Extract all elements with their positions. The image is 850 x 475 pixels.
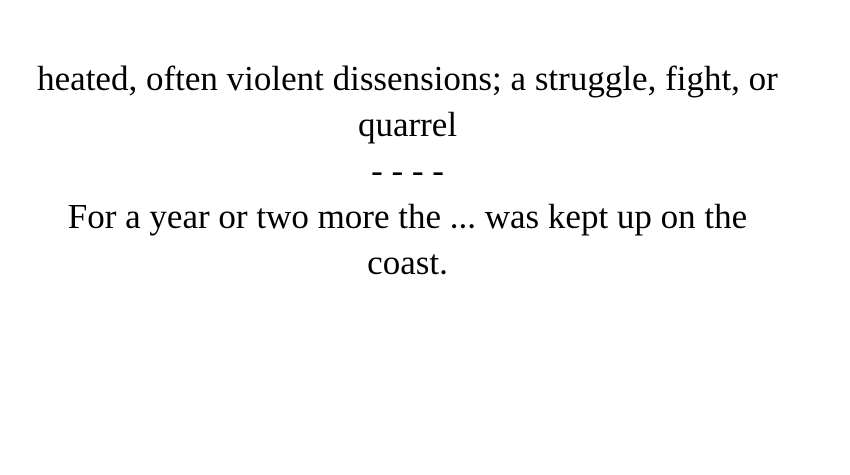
- separator: - - - -: [371, 151, 444, 190]
- definition-text: heated, often violent dissensions; a struggle, fight, or quarrel: [37, 59, 778, 144]
- flashcard: [35, 56, 780, 286]
- example-sentence: For a year or two more the ... was kept up on the coast.: [67, 197, 748, 282]
